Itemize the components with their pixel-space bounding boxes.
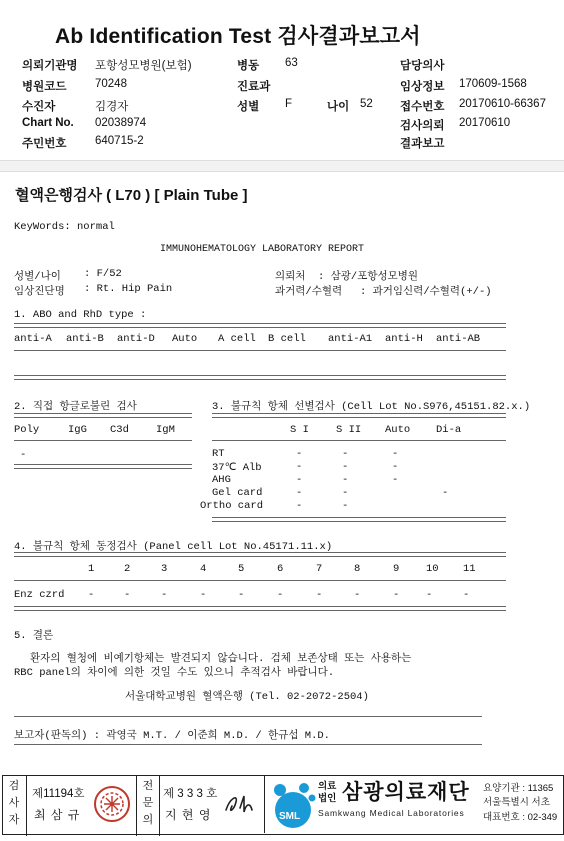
panel-value: - — [354, 589, 361, 601]
dat-header-1: IgG — [68, 424, 87, 436]
screen-cell: - — [392, 461, 399, 473]
char: 의료 — [318, 781, 337, 792]
contact-line: 요양기관 : 11365 — [483, 783, 554, 794]
panel-rule-top — [14, 552, 506, 557]
label: 병원코드 — [22, 81, 67, 93]
inspector-label — [2, 775, 27, 836]
panel-row-label: Enz czrd — [14, 589, 65, 601]
panel-number: 7 — [316, 563, 323, 575]
panel-number: 3 — [161, 563, 168, 575]
label: Chart No. — [22, 117, 74, 129]
dat-rule-top — [14, 413, 192, 418]
contact-line: 대표번호 : 02-349 — [483, 812, 558, 823]
requester-label: 의뢰처 — [275, 271, 306, 283]
inspector-number: 제11194호 — [32, 788, 85, 800]
value: 김경자 — [95, 101, 129, 113]
header-left-2 — [22, 98, 55, 114]
value: 640715-2 — [95, 135, 144, 147]
report-title: Ab Identification Test 검사결과보고서 — [55, 25, 421, 48]
dat-header-0: Poly — [14, 424, 40, 436]
dept-label: 진료과 — [237, 81, 271, 93]
specialist-name: 지 현 영 — [165, 808, 212, 822]
screen-cell: - — [296, 461, 303, 473]
screen-header-0: S I — [290, 424, 309, 436]
label: 의뢰기관명 — [22, 60, 78, 72]
screen-row-label: AHG — [212, 474, 231, 486]
abo-header-1: anti-B — [66, 333, 104, 345]
sml-logo-icon — [270, 780, 316, 830]
label: 수진자 — [22, 101, 56, 113]
value: 02038974 — [95, 117, 147, 129]
reporter-rule-bottom — [14, 744, 482, 745]
inspector-seal-icon — [92, 782, 132, 826]
lab-report-title: IMMUNOHEMATOLOGY LABORATORY REPORT — [160, 244, 365, 255]
dat-value-0: - — [20, 449, 27, 461]
panel-value: - — [393, 589, 400, 601]
panel-value: - — [200, 589, 207, 601]
panel-value: - — [426, 589, 433, 601]
char: 검 — [8, 780, 20, 792]
screen-cell: - — [296, 487, 303, 499]
lab-hospital: 서울대학교병원 혈액은행 (Tel. 02-2072-2504) — [125, 691, 369, 703]
dat-header-3: IgM — [156, 424, 175, 436]
requester-value: : 삼광/포항성모병원 — [318, 271, 419, 283]
org-prefix — [318, 781, 336, 805]
age-value: 52 — [360, 98, 373, 110]
signature-icon — [222, 788, 258, 820]
panel-number: 2 — [124, 563, 131, 575]
conclusion-title: 5. 결론 — [14, 630, 54, 642]
history-label: 과거력/수혈력 — [275, 286, 343, 298]
char: 의 — [142, 814, 154, 826]
label: 주민번호 — [22, 138, 67, 150]
clinical-label: 임상정보 — [400, 81, 445, 93]
abo-header-6: anti-A1 — [328, 333, 373, 345]
screen-cell: - — [392, 474, 399, 486]
header-left-1 — [22, 78, 66, 94]
panel-number: 9 — [393, 563, 400, 575]
logo-text: SML — [279, 811, 301, 822]
panel-value: - — [161, 589, 168, 601]
panel-number: 6 — [277, 563, 284, 575]
header-left-0 — [22, 57, 78, 73]
sex-age-label: 성별/나이 — [14, 271, 61, 283]
abo-header-2: anti-D — [117, 333, 155, 345]
ward-label: 병동 — [237, 60, 260, 72]
abo-header-7: anti-H — [385, 333, 423, 345]
org-english: Samkwang Medical Laboratories — [318, 808, 465, 818]
screen-cell: - — [392, 448, 399, 460]
abo-rule-top — [14, 323, 506, 328]
panel-number: 1 — [88, 563, 95, 575]
screen-cell: - — [342, 448, 349, 460]
screen-header-3: Di-a — [436, 424, 462, 436]
history-value: : 과거임신력/수혈력(+/-) — [360, 286, 492, 298]
request-value: 20170610 — [459, 117, 511, 129]
char: 문 — [142, 797, 154, 809]
request-label: 검사의뢰 — [400, 120, 445, 132]
conclusion-line2: RBC panel의 차이에 의한 것일 수도 있으니 추적검사 바랍니다. — [14, 667, 335, 679]
screen-header-1: S II — [336, 424, 362, 436]
abo-rule-bottom — [14, 375, 506, 380]
char: 전 — [142, 780, 154, 792]
screen-cell: - — [342, 461, 349, 473]
receipt-value: 20170610-66367 — [459, 98, 546, 110]
panel-rule-bottom — [14, 606, 506, 611]
panel-number: 10 — [426, 563, 439, 575]
char: 법인 — [318, 793, 337, 804]
abo-header-8: anti-AB — [436, 333, 481, 345]
panel-value: - — [124, 589, 131, 601]
doctor-label: 담당의사 — [400, 60, 445, 72]
panel-value: - — [88, 589, 95, 601]
panel-value: - — [316, 589, 323, 601]
dat-header-2: C3d — [110, 424, 129, 436]
header-left-3 — [22, 117, 74, 129]
screen-cell: - — [342, 500, 349, 512]
char: 사 — [8, 797, 20, 809]
panel-number: 8 — [354, 563, 361, 575]
specialist-number: 제 3 3 3 호 — [163, 788, 218, 800]
conclusion-line1: 환자의 혈청에 비예기항체는 발견되지 않습니다. 검체 보존상태 또는 사용하는 — [30, 653, 412, 665]
screen-row-label: Gel card — [212, 487, 263, 499]
screen-row-label: 37℃ Alb — [212, 462, 262, 474]
ward-value: 63 — [285, 57, 298, 69]
screen-cell: - — [296, 448, 303, 460]
contact-line: 서울특별시 서초 — [483, 797, 550, 808]
reporter: 보고자(판독의) : 곽영국 M.T. / 이준희 M.D. / 한규섭 M.D. — [14, 730, 330, 742]
panel-number: 5 — [238, 563, 245, 575]
screen-rule-mid — [212, 440, 506, 441]
abo-header-5: B cell — [268, 333, 306, 345]
section-title: 혈액은행검사 ( L70 ) [ Plain Tube ] — [15, 187, 248, 204]
panel-value: - — [277, 589, 284, 601]
screen-title: 3. 불규칙 항체 선별검사 (Cell Lot No.S976,45151.82.x.) — [212, 401, 531, 413]
abo-header-4: A cell — [218, 333, 256, 345]
diagnosis-label: 임상진단명 — [14, 286, 65, 298]
sex-value: F — [285, 98, 293, 110]
screen-header-2: Auto — [385, 424, 411, 436]
dat-title: 2. 직접 항글로불린 검사 — [14, 401, 137, 413]
abo-header-3: Auto — [172, 333, 198, 345]
screen-cell: - — [296, 500, 303, 512]
screen-row-label: Ortho card — [200, 500, 264, 512]
value: 70248 — [95, 78, 127, 90]
org-name: 삼광의료재단 — [342, 781, 470, 804]
report-label: 결과보고 — [400, 138, 445, 150]
footer-divider — [264, 775, 265, 833]
abo-title: 1. ABO and RhD type : — [14, 309, 147, 321]
inspector-name: 최 삼 규 — [34, 808, 81, 822]
reporter-rule-top — [14, 716, 482, 717]
screen-cell: - — [342, 474, 349, 486]
panel-title: 4. 불규칙 항체 동정검사 (Panel cell Lot No.45171.11.x) — [14, 541, 333, 553]
header-separator — [0, 160, 564, 172]
dat-rule-bottom — [14, 464, 192, 469]
header-left-4 — [22, 135, 66, 151]
receipt-label: 접수번호 — [400, 101, 445, 113]
abo-header-0: anti-A — [14, 333, 52, 345]
panel-number: 4 — [200, 563, 207, 575]
screen-cell: - — [342, 487, 349, 499]
abo-rule-mid — [14, 350, 506, 351]
char: 자 — [8, 814, 20, 826]
panel-rule-mid — [14, 580, 506, 581]
screen-row-label: RT — [212, 448, 225, 460]
sex-label: 성별 — [237, 101, 260, 113]
screen-cell: - — [296, 474, 303, 486]
panel-value: - — [463, 589, 470, 601]
panel-number: 11 — [463, 563, 476, 575]
clinical-value: 170609-1568 — [459, 78, 527, 90]
age-label: 나이 — [327, 101, 350, 113]
sex-age-value: : F/52 — [84, 268, 122, 280]
screen-cell: - — [442, 487, 449, 499]
diagnosis-value: : Rt. Hip Pain — [84, 283, 173, 295]
panel-value: - — [238, 589, 245, 601]
dat-rule-mid — [14, 440, 192, 441]
keywords: KeyWords: normal — [14, 221, 115, 233]
screen-rule-bottom — [212, 517, 506, 522]
screen-rule-top — [212, 413, 506, 418]
specialist-label — [136, 775, 160, 836]
value: 포항성모병원(보험) — [95, 60, 192, 72]
